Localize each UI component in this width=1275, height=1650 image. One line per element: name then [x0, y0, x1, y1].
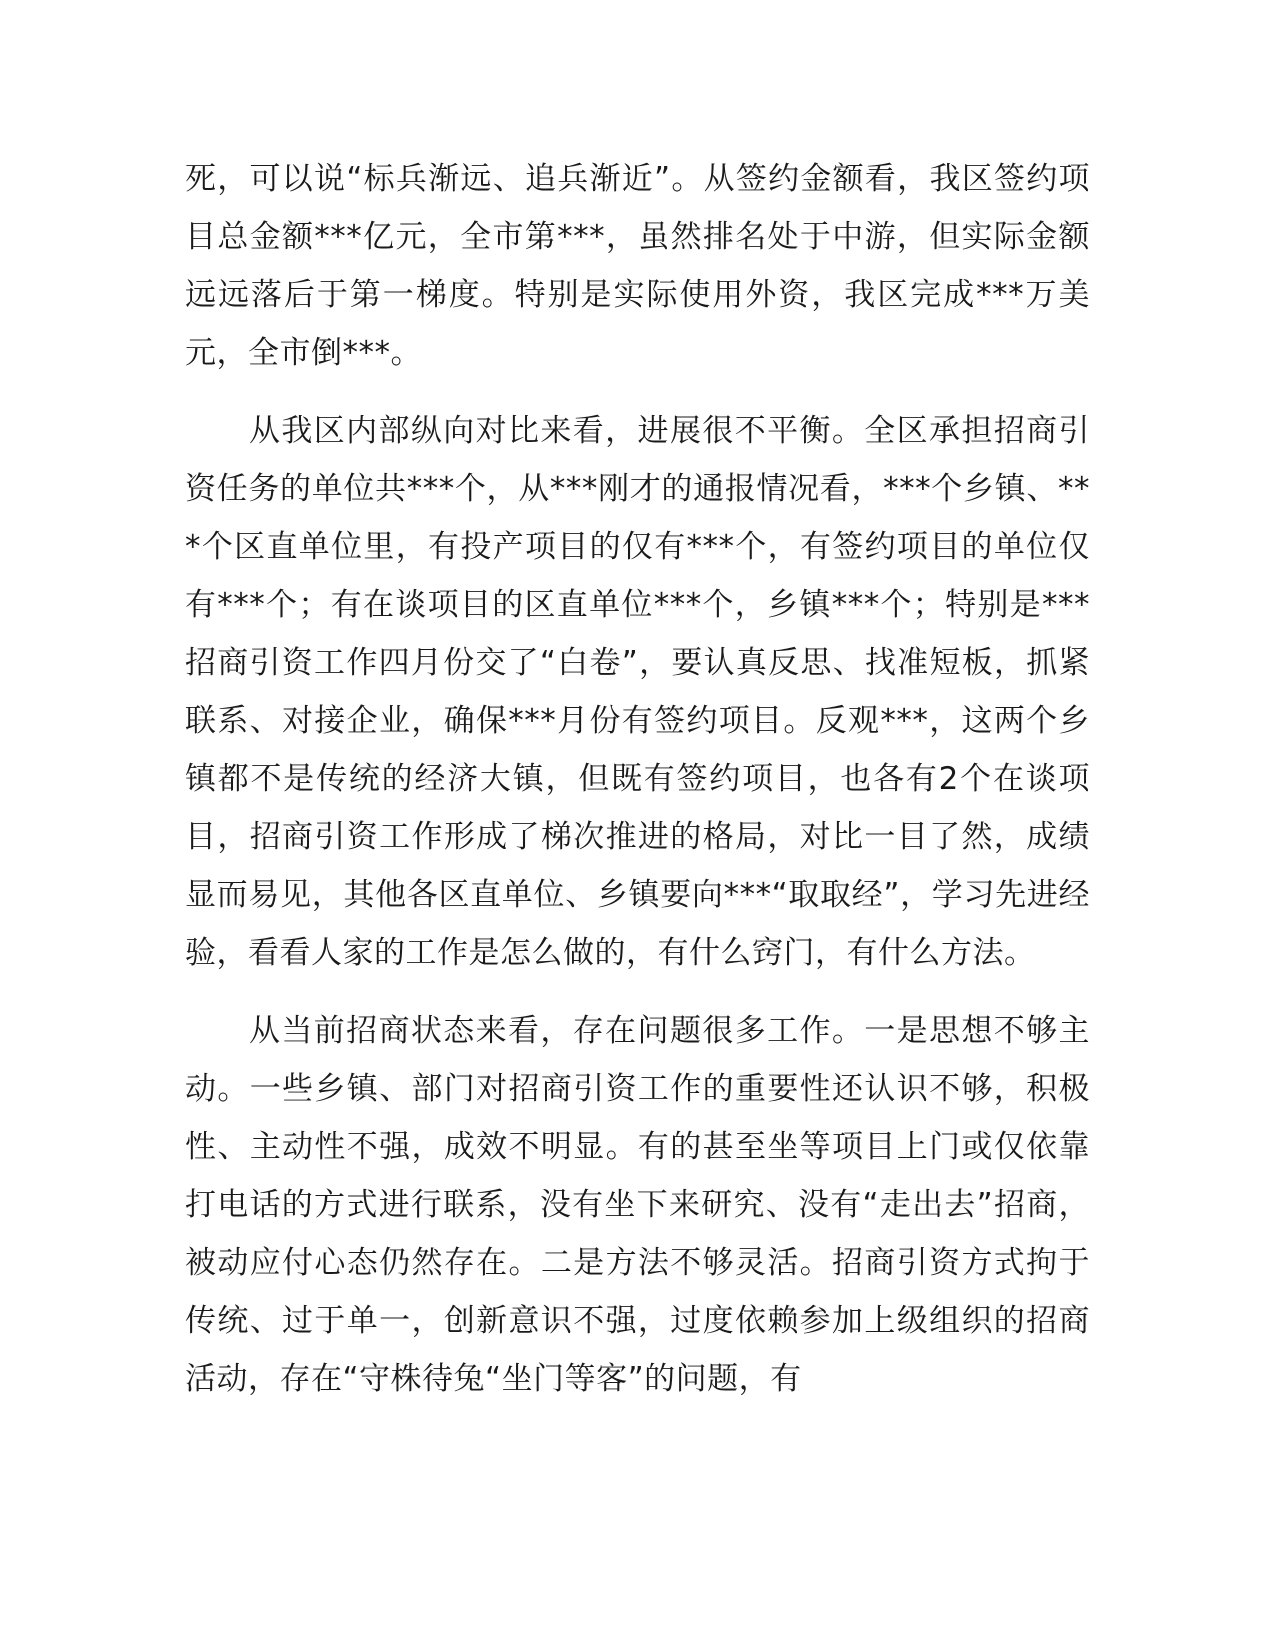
- paragraph-2: 从我区内部纵向对比来看，进展很不平衡。全区承担招商引资任务的单位共***个，从***刚才的通报情况看，***个乡镇、***个区直单位里，有投产项目的仅有***个，有签约项目的单位仅有***个；有在谈项目的区直单位***个，乡镇***个；特别是***招商引资工作四月份交了“白卷”，要认真反思、找准短板，抓紧联系、对接企业，确保***月份有签约项目。反观***，这两个乡镇都不是传统的经济大镇，但既有签约项目，也各有2个在谈项目，招商引资工作形成了梯次推进的格局，对比一目了然，成绩显而易见，其他各区直单位、乡镇要向***“取取经”，学习先进经验，看看人家的工作是怎么做的，有什么窍门，有什么方法。: [185, 413, 1090, 971]
- paragraph-3: 从当前招商状态来看，存在问题很多工作。一是思想不够主动。一些乡镇、部门对招商引资工作的重要性还认识不够，积极性、主动性不强，成效不明显。有的甚至坐等项目上门或仅依靠打电话的方式进行联系，没有坐下来研究、没有“走出去”招商，被动应付心态仍然存在。二是方法不够灵活。招商引资方式拘于传统、过于单一，创新意识不强，过度依赖参加上级组织的招商活动，存在“守株待兔“坐门等客”的问题，有: [185, 1013, 1090, 1397]
- document-body: [185, 150, 1090, 1428]
- paragraph-1: 死，可以说“标兵渐远、追兵渐近”。从签约金额看，我区签约项目总金额***亿元，全市第***，虽然排名处于中游，但实际金额远远落后于第一梯度。特别是实际使用外资，我区完成***万美元，全市倒***。: [185, 161, 1090, 371]
